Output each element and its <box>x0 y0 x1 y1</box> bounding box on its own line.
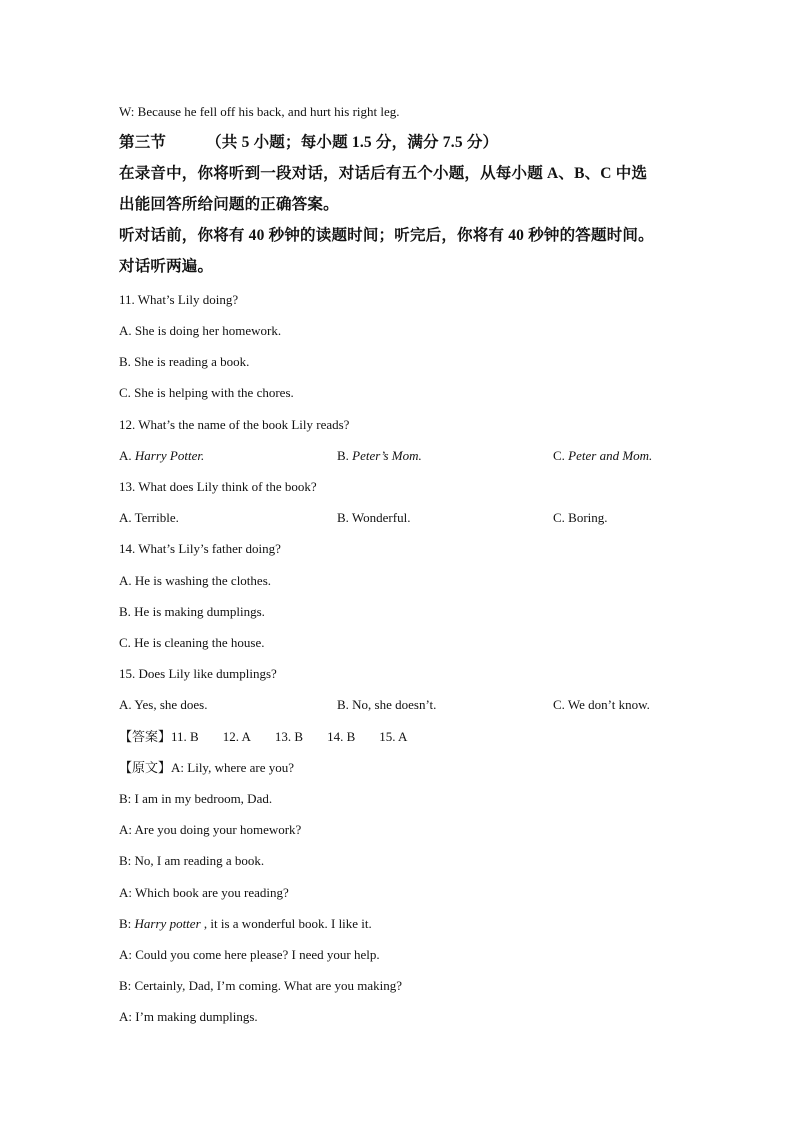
section-score: （共 5 小题；每小题 1.5 分，满分 7.5 分） <box>206 134 499 151</box>
question-15-option-c: C. We don’t know. <box>553 697 650 712</box>
transcript-line-8: B: Certainly, Dad, I’m coming. What are you making? <box>119 978 403 993</box>
instruction-line-4: 对话听两遍。 <box>119 258 214 275</box>
answer-key <box>119 729 431 745</box>
question-11-option-b: B. She is reading a book. <box>119 354 250 369</box>
question-14-option-a: A. He is washing the clothes. <box>119 573 272 588</box>
transcript-line-7: A: Could you come here please? I need your help. <box>119 947 380 962</box>
transcript-label: 【原文】 <box>119 760 172 775</box>
question-11-option-a: A. She is doing her homework. <box>119 323 282 338</box>
question-13-stem: 13. What does Lily think of the book? <box>119 479 317 494</box>
instruction-line-1: 在录音中，你将听到一段对话，对话后有五个小题，从每小题 A、B、C 中选 <box>119 165 648 182</box>
question-15-option-b: B. No, she doesn’t. <box>337 697 437 712</box>
question-12-stem: 12. What’s the name of the book Lily reads? <box>119 417 350 432</box>
answer-item: 14. B <box>327 729 356 744</box>
answer-item: 13. B <box>274 729 304 744</box>
question-13-option-b: B. Wonderful. <box>337 510 411 525</box>
answer-item: 11. B <box>171 729 199 744</box>
question-12-option-c: C. Peter and Mom. <box>553 448 653 463</box>
answer-item: 15. A <box>379 729 408 744</box>
question-14-stem: 14. What’s Lily’s father doing? <box>119 541 281 556</box>
question-11-stem: 11. What’s Lily doing? <box>119 292 239 307</box>
question-12-option-b: B. Peter’s Mom. <box>337 448 422 463</box>
transcript-line-2: B: I am in my bedroom, Dad. <box>119 791 273 806</box>
intro-line: W: Because he fell off his back, and hurt his right leg. <box>119 104 400 119</box>
question-13-option-c: C. Boring. <box>553 510 608 525</box>
question-13-option-a: A. Terrible. <box>119 510 179 525</box>
question-14-option-b: B. He is making dumplings. <box>119 604 265 619</box>
answer-item: 12. A <box>222 729 251 744</box>
question-15-stem: 15. Does Lily like dumplings? <box>119 666 277 681</box>
section-header <box>119 133 498 153</box>
question-11-option-c: C. She is helping with the chores. <box>119 385 294 400</box>
section-title: 第三节 <box>119 134 167 151</box>
transcript-line-9: A: I’m making dumplings. <box>119 1009 258 1024</box>
instruction-line-2: 出能回答所给问题的正确答案。 <box>119 196 339 213</box>
question-14-option-c: C. He is cleaning the house. <box>119 635 265 650</box>
transcript-line-1: 【原文】A: Lily, where are you? <box>119 760 294 775</box>
transcript-line-5: A: Which book are you reading? <box>119 885 289 900</box>
question-15-option-a: A. Yes, she does. <box>119 697 208 712</box>
transcript-line-4: B: No, I am reading a book. <box>119 853 265 868</box>
instruction-line-3: 听对话前，你将有 40 秒钟的读题时间；听完后，你将有 40 秒钟的答题时间。 <box>119 227 654 244</box>
transcript-line-3: A: Are you doing your homework? <box>119 822 302 837</box>
answer-label: 【答案】 <box>119 729 172 744</box>
question-12-option-a: A. Harry Potter. <box>119 448 205 463</box>
transcript-line-6: B: Harry potter , it is a wonderful book. I like it. <box>119 916 372 931</box>
book-title: Harry potter <box>134 916 201 931</box>
